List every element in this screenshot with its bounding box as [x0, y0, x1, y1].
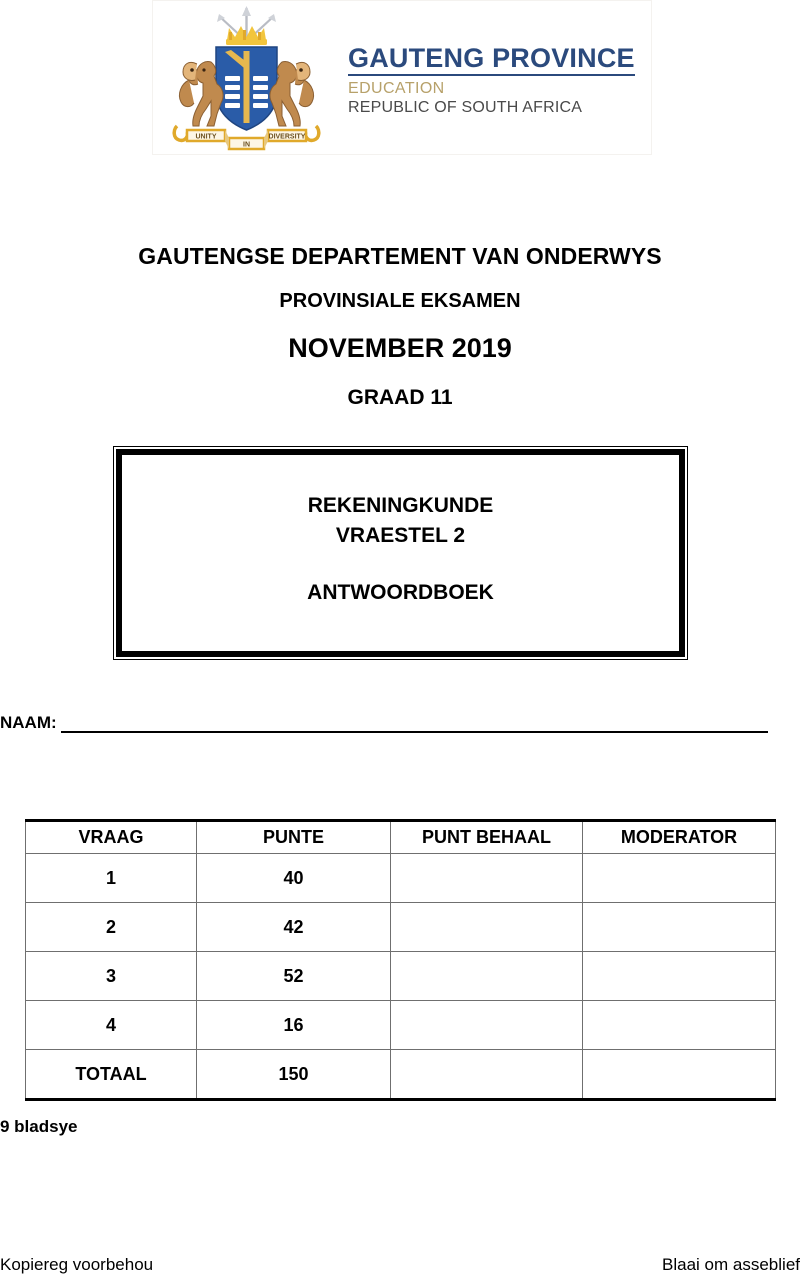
marks-table [25, 819, 776, 1101]
gauteng-coat-of-arms-icon [159, 4, 334, 152]
cell-moderator[interactable] [583, 952, 776, 1001]
cell-question: 3 [26, 952, 197, 1001]
heading-department: GAUTENGSE DEPARTEMENT VAN ONDERWYS [138, 243, 662, 269]
column-header-moderator: MODERATOR [583, 821, 776, 854]
cell-marks-total: 150 [197, 1050, 391, 1100]
cell-moderator[interactable] [583, 903, 776, 952]
subject-box-inner [116, 449, 685, 657]
cell-moderator-total[interactable] [583, 1050, 776, 1100]
table-row [26, 1001, 776, 1050]
name-label: NAAM: [0, 713, 57, 732]
ribbon-text-in: IN [243, 141, 250, 148]
table-row [26, 854, 776, 903]
footer-turn-over: Blaai om asseblief [662, 1255, 800, 1274]
cell-question: 4 [26, 1001, 197, 1050]
cell-marks: 52 [197, 952, 391, 1001]
cell-obtained[interactable] [391, 1001, 583, 1050]
ribbon-text-unity: UNITY [195, 133, 217, 140]
cell-moderator[interactable] [583, 1001, 776, 1050]
logo-banner [152, 0, 652, 155]
document-heading [0, 243, 800, 410]
ribbon-text-diversity: DIVERSITY [268, 133, 306, 140]
page-footer [0, 1255, 800, 1275]
name-input[interactable] [61, 714, 768, 733]
heading-grade: GRAAD 11 [347, 386, 453, 409]
column-header-question: VRAAG [26, 821, 197, 854]
cell-question-total: TOTAAL [26, 1050, 197, 1100]
table-row [26, 903, 776, 952]
table-row [26, 952, 776, 1001]
cell-question: 1 [26, 854, 197, 903]
cell-obtained[interactable] [391, 903, 583, 952]
cell-question: 2 [26, 903, 197, 952]
cell-marks: 40 [197, 854, 391, 903]
heading-exam: PROVINSIALE EKSAMEN [279, 290, 521, 312]
subject-name: REKENINGKUNDE [307, 494, 494, 517]
cell-obtained-total[interactable] [391, 1050, 583, 1100]
column-header-marks: PUNTE [197, 821, 391, 854]
logo-wordmark [348, 38, 635, 116]
cell-obtained[interactable] [391, 952, 583, 1001]
subject-booklet: ANTWOORDBOEK [307, 580, 494, 604]
logo-subtitle: EDUCATION [348, 79, 445, 97]
footer-copyright: Kopiereg voorbehou [0, 1255, 154, 1274]
cell-marks: 42 [197, 903, 391, 952]
cell-moderator[interactable] [583, 854, 776, 903]
table-row-total [26, 1050, 776, 1100]
subject-box [113, 446, 688, 660]
table-header-row [26, 821, 776, 854]
page-count-note: 9 bladsye [0, 1117, 78, 1136]
column-header-obtained: PUNT BEHAAL [391, 821, 583, 854]
logo-title: GAUTENG PROVINCE [348, 44, 635, 75]
subject-paper: VRAESTEL 2 [335, 523, 466, 547]
name-field-row [0, 713, 790, 733]
cell-obtained[interactable] [391, 854, 583, 903]
cell-marks: 16 [197, 1001, 391, 1050]
heading-date: NOVEMBER 2019 [288, 333, 512, 363]
logo-country: REPUBLIC OF SOUTH AFRICA [348, 98, 583, 116]
